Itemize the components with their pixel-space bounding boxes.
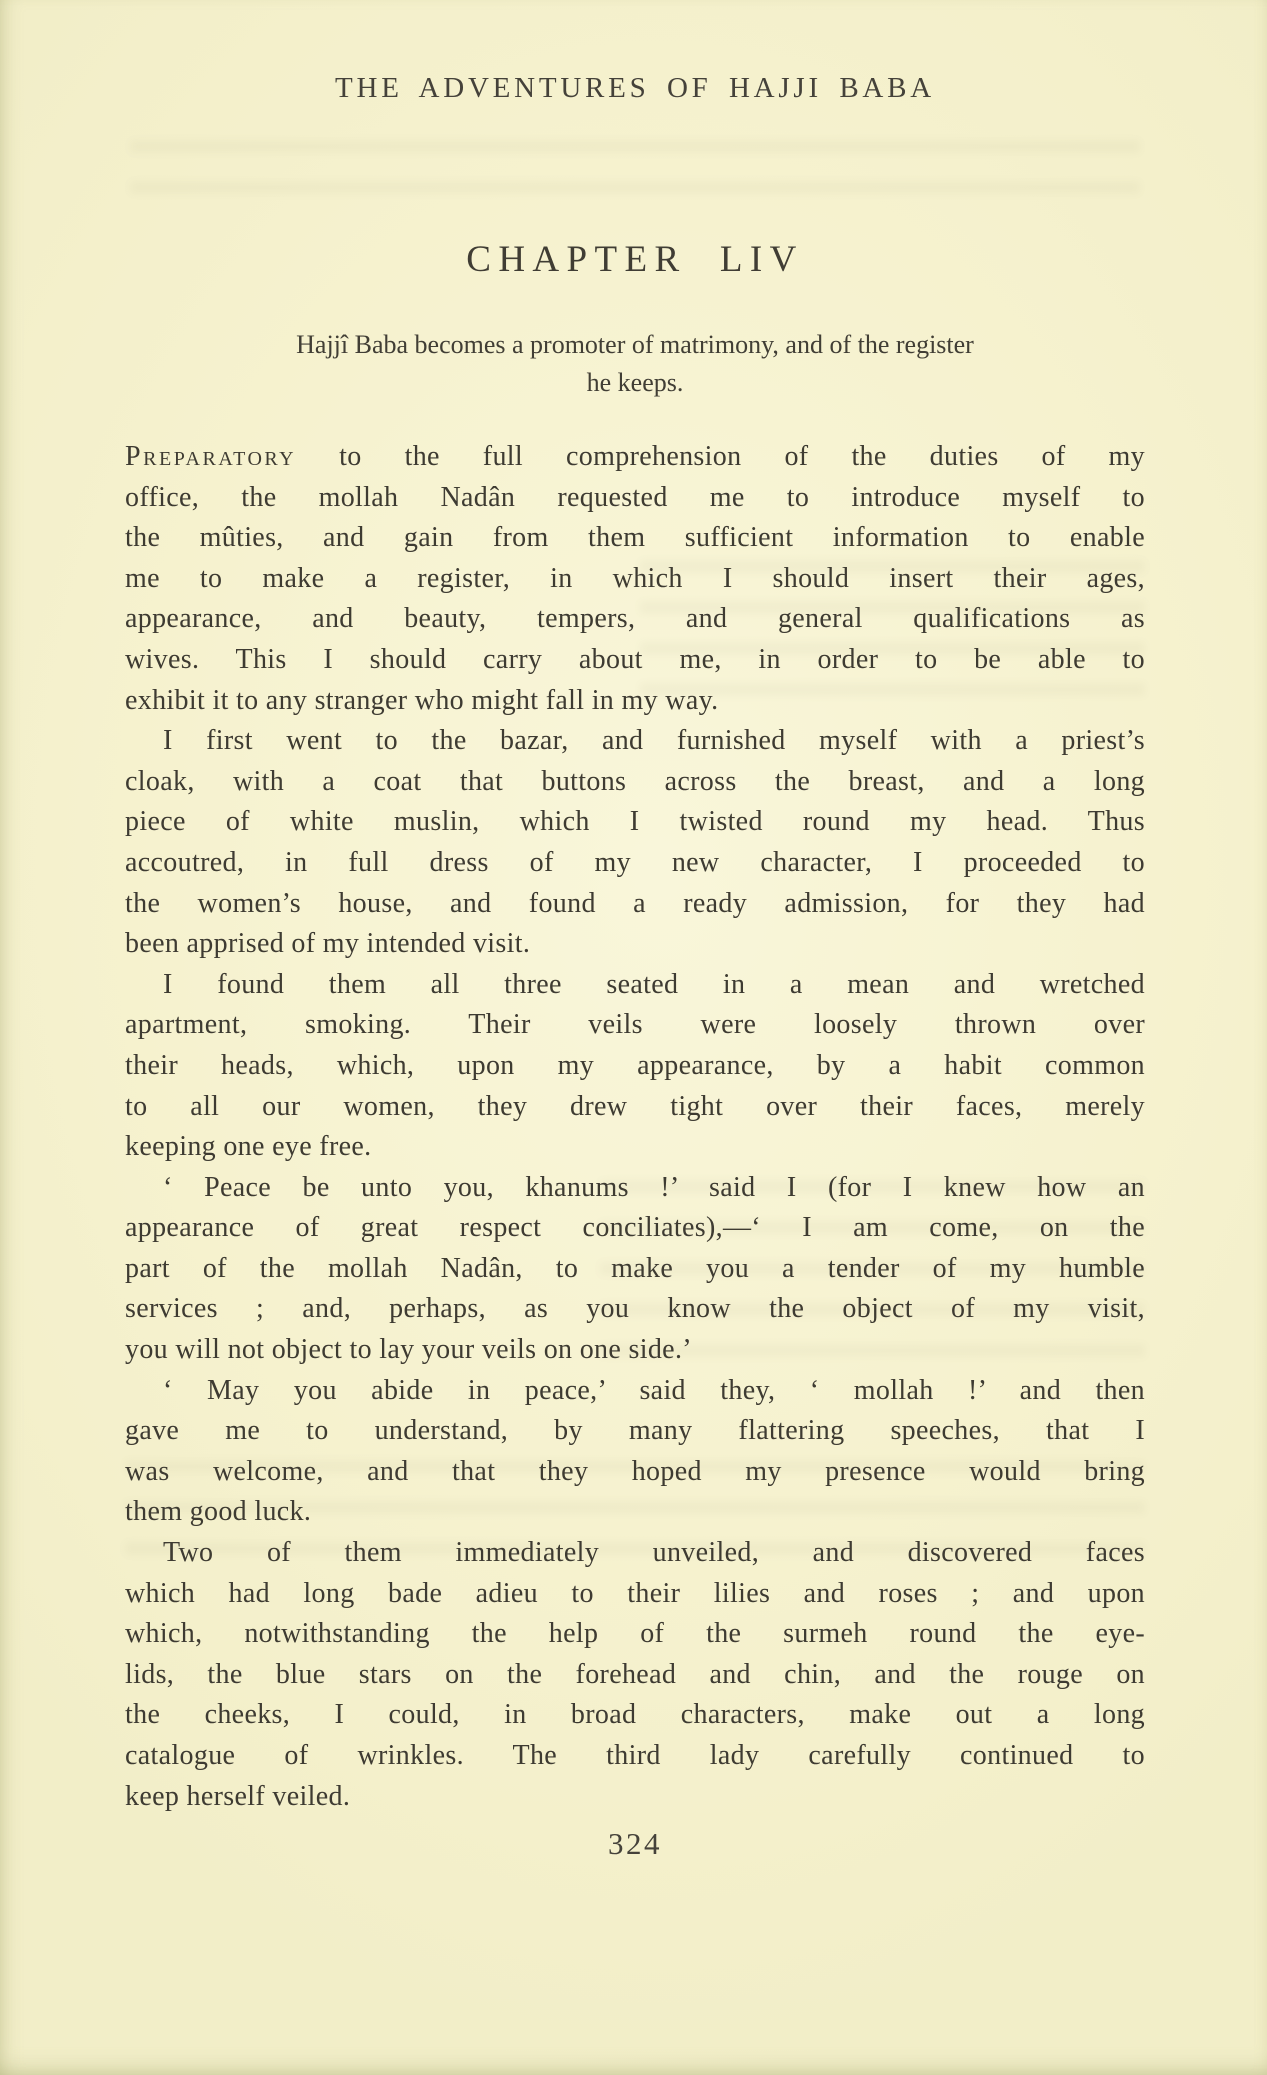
lead-word: Preparatory — [125, 441, 297, 472]
body-line: you will not object to lay your veils on one side.’ — [125, 1334, 692, 1366]
body-line: which, notwithstanding the help of the surmeh round the eye- — [125, 1618, 1145, 1650]
body-line: the mûties, and gain from them sufficient information to enable — [125, 522, 1145, 554]
body-line: apartment, smoking. Their veils were loosely thrown over — [125, 1009, 1145, 1041]
body-line: wives. This I should carry about me, in order to be able to — [125, 643, 1145, 675]
body-line: exhibit it to any stranger who might fall in my way. — [125, 684, 719, 716]
chapter-heading: CHAPTER LIV — [466, 239, 804, 280]
body-line: part of the mollah Nadân, to make you a tender of my humble — [125, 1252, 1145, 1284]
body-line: keep herself veiled. — [125, 1780, 351, 1812]
summary-line: he keeps. — [586, 368, 684, 397]
body-line: office, the mollah Nadân requested me to introduce myself to — [125, 481, 1145, 513]
running-header: THE ADVENTURES OF HAJJI BABA — [335, 72, 935, 104]
body-line: keeping one eye free. — [125, 1131, 372, 1163]
body-line: Preparatory to the full comprehension of the duties of my — [125, 441, 1145, 472]
body-text — [125, 437, 1145, 1817]
body-line: piece of white muslin, which I twisted round my head. Thus — [125, 806, 1145, 838]
show-through-artifact — [130, 140, 1140, 220]
summary-line: Hajjî Baba becomes a promoter of matrimony, and of the register — [296, 330, 974, 359]
body-line: the women’s house, and found a ready admission, for they had — [125, 887, 1145, 919]
body-line: to all our women, they drew tight over their faces, merely — [125, 1090, 1145, 1122]
body-line: appearance, and beauty, tempers, and general qualifications as — [125, 603, 1145, 635]
body-line: gave me to understand, by many flattering speeches, that I — [125, 1415, 1145, 1447]
body-line: which had long bade adieu to their lilies and roses ; and upon — [125, 1577, 1145, 1609]
body-line: me to make a register, in which I should insert their ages, — [125, 562, 1145, 594]
body-line: appearance of great respect conciliates),—‘ I am come, on the — [125, 1212, 1145, 1244]
body-line: them good luck. — [125, 1496, 312, 1528]
body-line: Two of them immediately unveiled, and discovered faces — [163, 1537, 1145, 1569]
body-line: cloak, with a coat that buttons across the breast, and a long — [125, 765, 1145, 797]
body-line: was welcome, and that they hoped my presence would bring — [125, 1455, 1145, 1487]
body-line: been apprised of my intended visit. — [125, 928, 531, 960]
body-line: I found them all three seated in a mean and wretched — [163, 968, 1145, 1000]
body-line: lids, the blue stars on the forehead and chin, and the rouge on — [125, 1658, 1145, 1690]
chapter-summary — [125, 326, 1145, 402]
body-line: the cheeks, I could, in broad characters, make out a long — [125, 1699, 1145, 1731]
body-line: their heads, which, upon my appearance, by a habit common — [125, 1049, 1145, 1081]
page-number: 324 — [608, 1826, 662, 1861]
body-line: ‘ Peace be unto you, khanums !’ said I (for I knew how an — [163, 1171, 1145, 1203]
body-line: accoutred, in full dress of my new character, I proceeded to — [125, 846, 1145, 878]
body-line: services ; and, perhaps, as you know the object of my visit, — [125, 1293, 1145, 1325]
body-line: catalogue of wrinkles. The third lady carefully continued to — [125, 1740, 1145, 1771]
body-line: ‘ May you abide in peace,’ said they, ‘ mollah !’ and then — [163, 1374, 1145, 1406]
body-line: I first went to the bazar, and furnished myself with a priest’s — [163, 725, 1145, 757]
